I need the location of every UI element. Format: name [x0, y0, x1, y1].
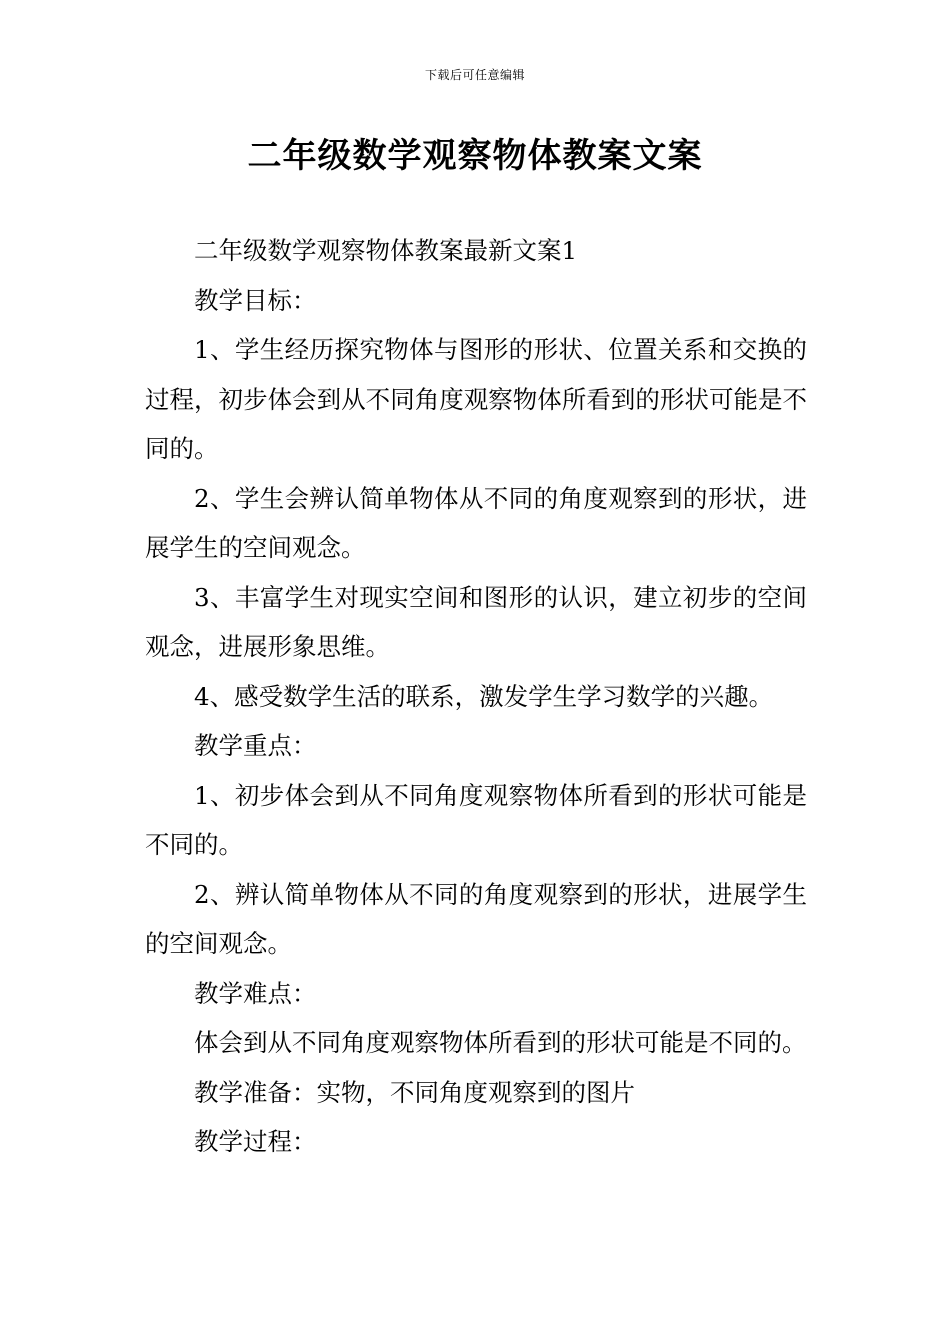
goal-item-2: 2、学生会辨认简单物体从不同的角度观察到的形状，进展学生的空间观念。 — [145, 483, 807, 562]
goal-item-1: 1、学生经历探究物体与图形的形状、位置关系和交换的过程，初步体会到从不同角度观察物体所看到的形状可能是不同的。 — [145, 335, 807, 463]
key-point-item-1: 1、初步体会到从不同角度观察物体所看到的形状可能是不同的。 — [145, 780, 807, 859]
document-body — [145, 226, 807, 1167]
heading-difficulties: 教学难点： — [194, 978, 317, 1008]
goal-item-3: 3、丰富学生对现实空间和图形的认识，建立初步的空间观念，进展形象思维。 — [145, 582, 807, 661]
section-heading-lesson: 二年级数学观察物体教案最新文案1 — [194, 236, 578, 265]
header-note: 下载后可任意编辑 — [424, 68, 525, 82]
heading-teaching-goals: 教学目标： — [194, 285, 317, 315]
heading-key-points: 教学重点： — [194, 731, 317, 760]
teaching-preparation: 教学准备：实物，不同角度观察到的图片 — [194, 1077, 635, 1107]
heading-teaching-process: 教学过程： — [194, 1127, 317, 1156]
difficulty-text: 体会到从不同角度观察物体所看到的形状可能是不同的。 — [194, 1028, 807, 1057]
key-point-item-2: 2、辨认简单物体从不同的角度观察到的形状，进展学生的空间观念。 — [145, 879, 807, 958]
document-title: 二年级数学观察物体教案文案 — [247, 136, 703, 176]
goal-item-4: 4、感受数学生活的联系，激发学生学习数学的兴趣。 — [194, 681, 774, 711]
